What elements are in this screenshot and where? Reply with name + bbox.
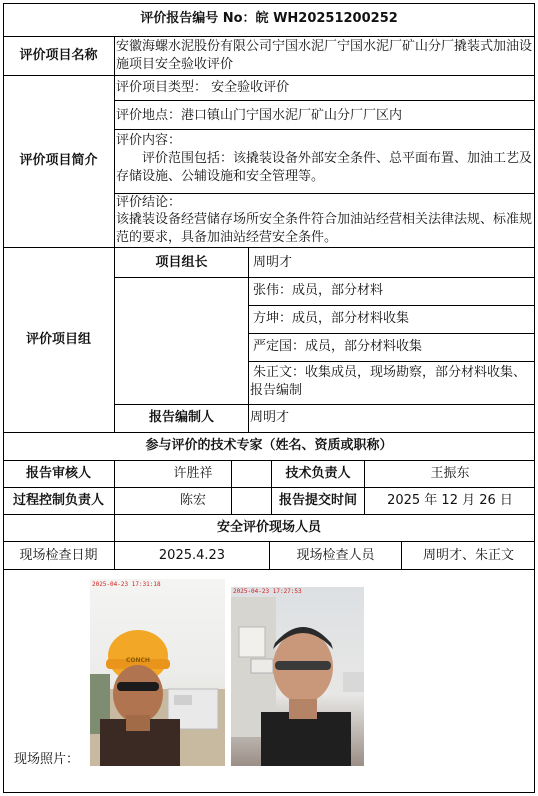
leader-label: 项目组长 bbox=[155, 255, 208, 270]
submit-label: 报告提交时间 bbox=[278, 493, 357, 508]
submit-date: 2025 年 12 月 26 日 bbox=[387, 493, 513, 508]
onsite-inspector-names: 周明才、朱正文 bbox=[422, 548, 514, 563]
writer-label: 报告编制人 bbox=[148, 410, 214, 425]
reviewer-name: 许胜祥 bbox=[173, 466, 213, 481]
project-intro-label: 评价项目简介 bbox=[19, 153, 98, 168]
project-location: 评价地点：港口镇山门宁国水泥厂矿山分厂厂区内 bbox=[116, 108, 403, 123]
reviewer-label: 报告审核人 bbox=[25, 466, 91, 481]
experts-title: 参与评价的技术专家（姓名、资质或职称） bbox=[145, 438, 393, 453]
team-member: 方坤：成员，部分材料收集 bbox=[253, 311, 410, 326]
site-photo-1 bbox=[90, 579, 225, 766]
team-member: 朱正文：收集成员，现场勘察，部分材料收集、报告编制 bbox=[250, 365, 527, 398]
leader-name: 周明才 bbox=[253, 255, 293, 270]
process-label: 过程控制负责人 bbox=[12, 493, 104, 508]
tech-lead-name: 王振东 bbox=[430, 466, 470, 481]
onsite-date-value: 2025.4.23 bbox=[158, 548, 226, 563]
project-name-label: 评价项目名称 bbox=[19, 48, 98, 63]
project-name-value: 安徽海螺水泥股份有限公司宁国水泥厂宁国水泥厂矿山分厂撬装式加油设施项目安全验收评价 bbox=[116, 39, 533, 72]
photo-label: 现场照片： bbox=[14, 752, 80, 767]
content-text: 评价范围包括：该撬装设备外部安全条件、总平面布置、加油工艺及存储设施、公辅设施和安全管理等。 bbox=[116, 151, 533, 184]
team-member: 严定国：成员，部分材料收集 bbox=[253, 339, 423, 354]
conclusion-title: 评价结论： bbox=[116, 195, 182, 210]
onsite-date-label: 现场检查日期 bbox=[19, 548, 98, 563]
site-photo-2 bbox=[231, 587, 364, 766]
tech-lead-label: 技术负责人 bbox=[285, 466, 351, 481]
process-name: 陈宏 bbox=[179, 493, 206, 508]
worker-with-helmet-illustration bbox=[90, 579, 225, 766]
onsite-title: 安全评价现场人员 bbox=[216, 520, 321, 535]
content-title: 评价内容： bbox=[116, 133, 182, 148]
project-type: 评价项目类型： 安全验收评价 bbox=[116, 80, 290, 95]
photo-2-timestamp: 2025-04-23 17:27:53 bbox=[233, 588, 302, 595]
helmet-logo: CONCH bbox=[126, 657, 150, 664]
photo-1-timestamp: 2025-04-23 17:31:18 bbox=[92, 581, 161, 588]
report-number: 评价报告编号 No：皖 WH20251200252 bbox=[140, 11, 398, 26]
team-member: 张伟：成员，部分材料 bbox=[253, 283, 384, 298]
writer-name: 周明才 bbox=[250, 410, 290, 425]
conclusion-text: 该撬装设备经营储存场所安全条件符合加油站经营相关法律法规、标准规范的要求，具备加油站经营安全条件。 bbox=[116, 212, 533, 245]
inspector-portrait-illustration bbox=[231, 587, 364, 766]
onsite-inspector-label: 现场检查人员 bbox=[296, 548, 375, 563]
team-label: 评价项目组 bbox=[25, 332, 91, 347]
